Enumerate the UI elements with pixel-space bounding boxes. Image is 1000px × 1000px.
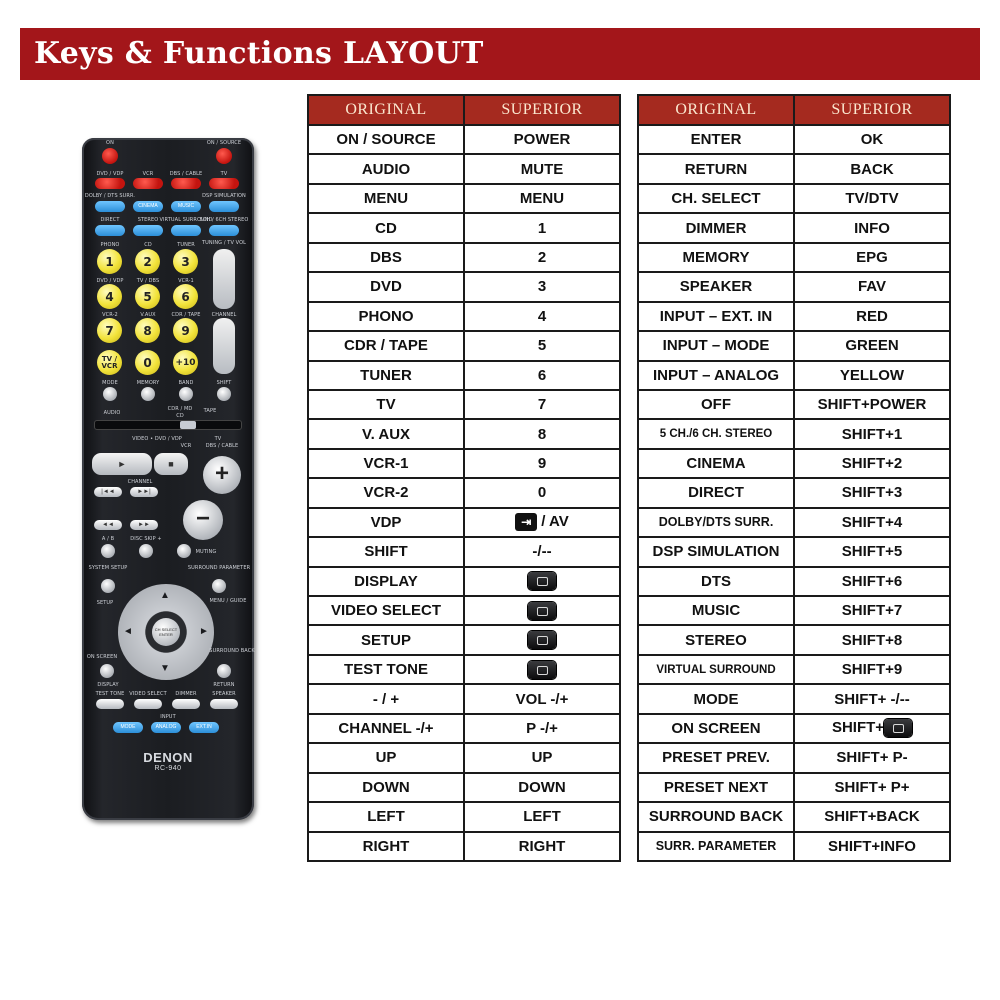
remote-label: DBS / CABLE	[205, 443, 239, 449]
cell-superior	[464, 567, 620, 596]
cell-superior: MENU	[464, 184, 620, 213]
cell-superior: SHIFT+8	[794, 625, 950, 654]
cell-superior: SHIFT+ P+	[794, 773, 950, 802]
cell-original: VIRTUAL SURROUND	[638, 655, 794, 684]
remote-surround-back-button	[217, 664, 231, 678]
remote-key-3: 3	[173, 249, 198, 274]
table-row	[308, 655, 620, 684]
remote-label: DISPLAY	[97, 682, 119, 688]
remote-label: TV	[220, 171, 228, 177]
remote-label: DSP SIMULATION	[202, 193, 246, 199]
cell-original: DBS	[308, 243, 464, 272]
remote-label: ON / SOURCE	[206, 140, 242, 146]
remote-label: SURROUND BACK	[209, 648, 255, 654]
cell-original: TEST TONE	[308, 655, 464, 684]
cell-superior: RIGHT	[464, 832, 620, 861]
table-row	[638, 272, 950, 301]
remote-label: DISC SKIP +	[130, 536, 162, 542]
table-row	[308, 449, 620, 478]
cell-original: PRESET NEXT	[638, 773, 794, 802]
remote-input-analog-button: ANALOG	[151, 722, 181, 733]
cell-original: MUSIC	[638, 596, 794, 625]
remote-volume-down-button: −	[183, 500, 223, 540]
cell-original: DIMMER	[638, 213, 794, 242]
table-row	[638, 537, 950, 566]
cell-superior: TV/DTV	[794, 184, 950, 213]
remote-forward-button: ►►	[130, 520, 158, 530]
remote-key-2: 2	[135, 249, 160, 274]
cell-superior: SHIFT+1	[794, 419, 950, 448]
remote-label: DVD / VDP	[96, 278, 124, 284]
remote-label: RETURN	[213, 682, 235, 688]
remote-label: MENU / GUIDE	[209, 598, 247, 604]
remote-memory-button	[141, 387, 155, 401]
remote-label: DBS / CABLE	[169, 171, 203, 177]
remote-label: 5CH / 6CH STEREO	[199, 217, 249, 223]
remote-audio-slider	[94, 420, 242, 430]
remote-music-button: MUSIC	[171, 201, 201, 212]
cell-superior	[464, 596, 620, 625]
remote-direct-button	[95, 225, 125, 236]
table-row	[638, 773, 950, 802]
table-row	[638, 243, 950, 272]
cell-original: SPEAKER	[638, 272, 794, 301]
remote-key-8: 8	[135, 318, 160, 343]
cell-superior: P -/+	[464, 714, 620, 743]
cell-original: MODE	[638, 684, 794, 713]
cell-superior	[464, 655, 620, 684]
cell-superior: 3	[464, 272, 620, 301]
table-row	[638, 419, 950, 448]
table-row	[638, 184, 950, 213]
remote-label: VCR-1	[178, 278, 194, 284]
cell-original: AUDIO	[308, 154, 464, 183]
cell-superior: FAV	[794, 272, 950, 301]
cell-superior: 1	[464, 213, 620, 242]
remote-on-source-button	[216, 148, 232, 164]
remote-shift-button	[217, 387, 231, 401]
key-mapping-table-right	[637, 94, 951, 862]
remote-model-label: RC-940	[154, 765, 182, 772]
remote-label: VCR	[142, 171, 154, 177]
cell-superior: SHIFT+POWER	[794, 390, 950, 419]
cell-superior: VOL -/+	[464, 684, 620, 713]
table-row	[308, 125, 620, 154]
remote-label: CHANNEL	[127, 479, 153, 485]
cell-original: VIDEO SELECT	[308, 596, 464, 625]
remote-brand-logo: DENON	[143, 750, 193, 765]
cell-original: ON SCREEN	[638, 714, 794, 743]
remote-label: CDR / TAPE	[171, 312, 201, 318]
remote-5ch-button	[209, 225, 239, 236]
cell-original: DSP SIMULATION	[638, 537, 794, 566]
table-row	[308, 714, 620, 743]
remote-rewind-button: ◄◄	[94, 520, 122, 530]
cell-superior: 2	[464, 243, 620, 272]
cell-superior	[464, 508, 620, 537]
remote-label: ON SCREEN	[86, 654, 118, 660]
cell-superior: OK	[794, 125, 950, 154]
remote-label: TV	[214, 436, 222, 442]
remote-label: VIDEO • DVD / VDP	[132, 436, 182, 442]
cell-superior	[794, 714, 950, 743]
cell-text: / AV	[541, 513, 569, 531]
remote-label: DOLBY / DTS SURR.	[84, 193, 136, 199]
table-row	[638, 213, 950, 242]
table-row	[308, 154, 620, 183]
column-header-superior: SUPERIOR	[464, 95, 620, 125]
table-row	[308, 361, 620, 390]
remote-label: A / B	[101, 536, 115, 542]
cell-superior: SHIFT+ P-	[794, 743, 950, 772]
remote-key-4: 4	[97, 284, 122, 309]
remote-speaker-button	[210, 699, 238, 709]
cell-original: SETUP	[308, 625, 464, 654]
table-row	[308, 743, 620, 772]
cell-original: CDR / TAPE	[308, 331, 464, 360]
remote-label: CD	[144, 242, 152, 248]
table-row	[308, 478, 620, 507]
table-row	[308, 390, 620, 419]
left-arrow-icon: ◄	[123, 626, 133, 637]
table-row	[308, 596, 620, 625]
remote-label: BAND	[178, 380, 194, 386]
remote-label: CDR / MD	[167, 406, 193, 412]
table-row	[638, 478, 950, 507]
remote-label: MUTING	[195, 549, 217, 555]
table-row	[638, 832, 950, 861]
up-arrow-icon: ▲	[160, 590, 170, 601]
cell-superior: SHIFT+4	[794, 508, 950, 537]
remote-key-1: 1	[97, 249, 122, 274]
cell-original: V. AUX	[308, 419, 464, 448]
remote-label: SPEAKER	[212, 691, 236, 697]
table-row	[308, 213, 620, 242]
remote-label: CD	[176, 413, 184, 419]
remote-label: DIRECT	[100, 217, 120, 223]
remote-volume-up-button: +	[203, 456, 241, 494]
cell-original: DVD	[308, 272, 464, 301]
table-row	[638, 625, 950, 654]
remote-off-button	[102, 148, 118, 164]
cell-original: DISPLAY	[308, 567, 464, 596]
remote-stop-button: ■	[154, 453, 188, 475]
remote-label: TV / DBS	[136, 278, 160, 284]
cell-original: INPUT – MODE	[638, 331, 794, 360]
remote-surround-parameter-button	[212, 579, 226, 593]
remote-label: INPUT	[160, 714, 176, 720]
down-arrow-icon: ▼	[160, 663, 170, 674]
remote-label: TAPE	[203, 408, 217, 414]
cell-superior: YELLOW	[794, 361, 950, 390]
cell-original: UP	[308, 743, 464, 772]
remote-stereo-button	[133, 225, 163, 236]
table-row	[308, 419, 620, 448]
cell-superior: SHIFT+BACK	[794, 802, 950, 831]
cell-superior: LEFT	[464, 802, 620, 831]
remote-skip-button	[139, 544, 153, 558]
column-header-superior: SUPERIOR	[794, 95, 950, 125]
cell-original: ENTER	[638, 125, 794, 154]
table-row	[638, 361, 950, 390]
cell-superior: SHIFT+7	[794, 596, 950, 625]
right-arrow-icon: ►	[199, 626, 209, 637]
table-row	[638, 567, 950, 596]
remote-dvd-button	[95, 178, 125, 189]
remote-label: VCR	[180, 443, 192, 449]
remote-label: MODE	[102, 380, 118, 386]
cell-original: CH. SELECT	[638, 184, 794, 213]
table-row	[308, 684, 620, 713]
remote-dimmer-button	[172, 699, 200, 709]
table-row	[638, 802, 950, 831]
cell-superior: 6	[464, 361, 620, 390]
remote-system-setup-button	[101, 579, 115, 593]
remote-key-tv-vcr: TV / VCR	[97, 350, 122, 375]
cell-original: OFF	[638, 390, 794, 419]
cell-original: 5 CH./6 CH. STEREO	[638, 419, 794, 448]
table-row	[308, 802, 620, 831]
remote-on-screen-button	[100, 664, 114, 678]
cell-original: PRESET PREV.	[638, 743, 794, 772]
remote-test-tone-button	[96, 699, 124, 709]
remote-label: AUDIO	[103, 410, 121, 416]
remote-channel-rocker	[213, 318, 235, 374]
cell-original: VDP	[308, 508, 464, 537]
remote-audio-slider-knob	[180, 421, 196, 429]
remote-input-ext-in-button: EXT.IN	[189, 722, 219, 733]
cell-original: LEFT	[308, 802, 464, 831]
key-mapping-table-left	[307, 94, 621, 862]
remote-label: CHANNEL	[211, 312, 237, 318]
cell-superior: POWER	[464, 125, 620, 154]
remote-label: ON	[106, 140, 114, 146]
remote-label: SETUP	[96, 600, 114, 606]
cell-original: MEMORY	[638, 243, 794, 272]
table-row	[638, 743, 950, 772]
cell-superior: 5	[464, 331, 620, 360]
remote-muting-button	[177, 544, 191, 558]
column-header-original: ORIGINAL	[308, 95, 464, 125]
cell-superior: DOWN	[464, 773, 620, 802]
cell-superior: SHIFT+3	[794, 478, 950, 507]
cell-superior: SHIFT+5	[794, 537, 950, 566]
remote-dsp-button	[209, 201, 239, 212]
cell-original: CHANNEL -/+	[308, 714, 464, 743]
cell-original: VCR-2	[308, 478, 464, 507]
cell-superior: SHIFT+ -/--	[794, 684, 950, 713]
cell-original: TV	[308, 390, 464, 419]
table-row	[308, 272, 620, 301]
remote-label: PHONO	[100, 242, 120, 248]
cell-original: DIRECT	[638, 478, 794, 507]
remote-cinema-button: CINEMA	[133, 201, 163, 212]
cell-original: RETURN	[638, 154, 794, 183]
table-header-row	[638, 95, 950, 125]
cell-original: DOWN	[308, 773, 464, 802]
table-row	[308, 243, 620, 272]
remote-pause-button	[101, 544, 115, 558]
remote-band-button	[179, 387, 193, 401]
cell-superior: -/--	[464, 537, 620, 566]
remote-key-5: 5	[135, 284, 160, 309]
cell-original: TUNER	[308, 361, 464, 390]
cell-original: RIGHT	[308, 832, 464, 861]
remote-dbs-button	[171, 178, 201, 189]
page-title: Keys & Functions LAYOUT	[20, 28, 980, 80]
cell-original: SURROUND BACK	[638, 802, 794, 831]
cell-original: DTS	[638, 567, 794, 596]
remote-vcr-button	[133, 178, 163, 189]
cell-text: SHIFT+	[831, 719, 885, 737]
remote-label: TUNING / TV VOL	[201, 240, 247, 246]
cell-original: INPUT – ANALOG	[638, 361, 794, 390]
remote-key-7: 7	[97, 318, 122, 343]
remote-label: VIDEO SELECT	[129, 691, 167, 697]
cell-superior: SHIFT+9	[794, 655, 950, 684]
cell-original: CINEMA	[638, 449, 794, 478]
remote-label: DVD / VDP	[96, 171, 124, 177]
cell-superior: 9	[464, 449, 620, 478]
remote-dolby-button	[95, 201, 125, 212]
table-row	[638, 302, 950, 331]
table-row	[638, 125, 950, 154]
table-row	[308, 832, 620, 861]
remote-tv-button	[209, 178, 239, 189]
cell-original: CD	[308, 213, 464, 242]
table-header-row	[308, 95, 620, 125]
table-row	[308, 331, 620, 360]
table-row	[308, 537, 620, 566]
table-row	[638, 596, 950, 625]
remote-label: DIMMER	[175, 691, 197, 697]
test-tone-button-icon	[528, 661, 556, 679]
table-row	[638, 714, 950, 743]
remote-virtual-button	[171, 225, 201, 236]
remote-label: SURROUND PARAMETER	[187, 565, 251, 571]
remote-play-button: ►	[92, 453, 152, 475]
cell-superior: 7	[464, 390, 620, 419]
table-row	[308, 184, 620, 213]
cell-superior: 4	[464, 302, 620, 331]
setup-button-icon	[528, 631, 556, 649]
cell-original: - / +	[308, 684, 464, 713]
remote-key-0: 0	[135, 350, 160, 375]
remote-label: SHIFT	[216, 380, 232, 386]
table-row	[638, 154, 950, 183]
table-row	[308, 302, 620, 331]
cell-original: PHONO	[308, 302, 464, 331]
remote-key-6: 6	[173, 284, 198, 309]
cell-original: STEREO	[638, 625, 794, 654]
cell-original: SURR. PARAMETER	[638, 832, 794, 861]
cell-superior: SHIFT+INFO	[794, 832, 950, 861]
cell-superior: RED	[794, 302, 950, 331]
table-row	[638, 390, 950, 419]
remote-label: TUNER	[177, 242, 195, 248]
remote-label: MEMORY	[136, 380, 160, 386]
remote-label: STEREO	[137, 217, 159, 223]
remote-next-button: ►►|	[130, 487, 158, 497]
cell-original: SHIFT	[308, 537, 464, 566]
cell-original: DOLBY/DTS SURR.	[638, 508, 794, 537]
cell-superior: 8	[464, 419, 620, 448]
remote-mode-button	[103, 387, 117, 401]
cell-superior: SHIFT+2	[794, 449, 950, 478]
remote-key-plus10: +10	[173, 350, 198, 375]
display-button-icon	[884, 719, 912, 737]
table-row	[638, 449, 950, 478]
table-row	[308, 508, 620, 537]
table-row	[308, 625, 620, 654]
remote-input-mode-button: MODE	[113, 722, 143, 733]
remote-label: TEST TONE	[95, 691, 125, 697]
remote-prev-button: |◄◄	[94, 487, 122, 497]
column-header-original: ORIGINAL	[638, 95, 794, 125]
cell-superior: SHIFT+6	[794, 567, 950, 596]
remote-tuning-rocker	[213, 249, 235, 309]
remote-ch-select-enter-button: CH SELECT ENTER	[152, 618, 180, 646]
cell-superior: BACK	[794, 154, 950, 183]
cell-original: INPUT – EXT. IN	[638, 302, 794, 331]
remote-key-9: 9	[173, 318, 198, 343]
table-row	[308, 773, 620, 802]
cell-superior: MUTE	[464, 154, 620, 183]
cell-original: VCR-1	[308, 449, 464, 478]
remote-label: VIRTUAL SURROUND	[159, 217, 213, 223]
display-button-icon	[528, 572, 556, 590]
video-select-button-icon	[528, 602, 556, 620]
cell-superior: EPG	[794, 243, 950, 272]
remote-label: V.AUX	[140, 312, 156, 318]
cell-superior	[464, 625, 620, 654]
cell-superior: UP	[464, 743, 620, 772]
cell-superior: GREEN	[794, 331, 950, 360]
remote-video-select-button	[134, 699, 162, 709]
cell-original: ON / SOURCE	[308, 125, 464, 154]
table-row	[638, 684, 950, 713]
remote-label: VCR-2	[102, 312, 118, 318]
table-row	[638, 331, 950, 360]
cell-superior: INFO	[794, 213, 950, 242]
table-row	[308, 567, 620, 596]
remote-label: SYSTEM SETUP	[88, 565, 128, 571]
cell-superior: 0	[464, 478, 620, 507]
remote-control-image	[82, 138, 254, 820]
input-source-icon: ⇥	[515, 513, 537, 531]
cell-original: MENU	[308, 184, 464, 213]
table-row	[638, 655, 950, 684]
table-row	[638, 508, 950, 537]
